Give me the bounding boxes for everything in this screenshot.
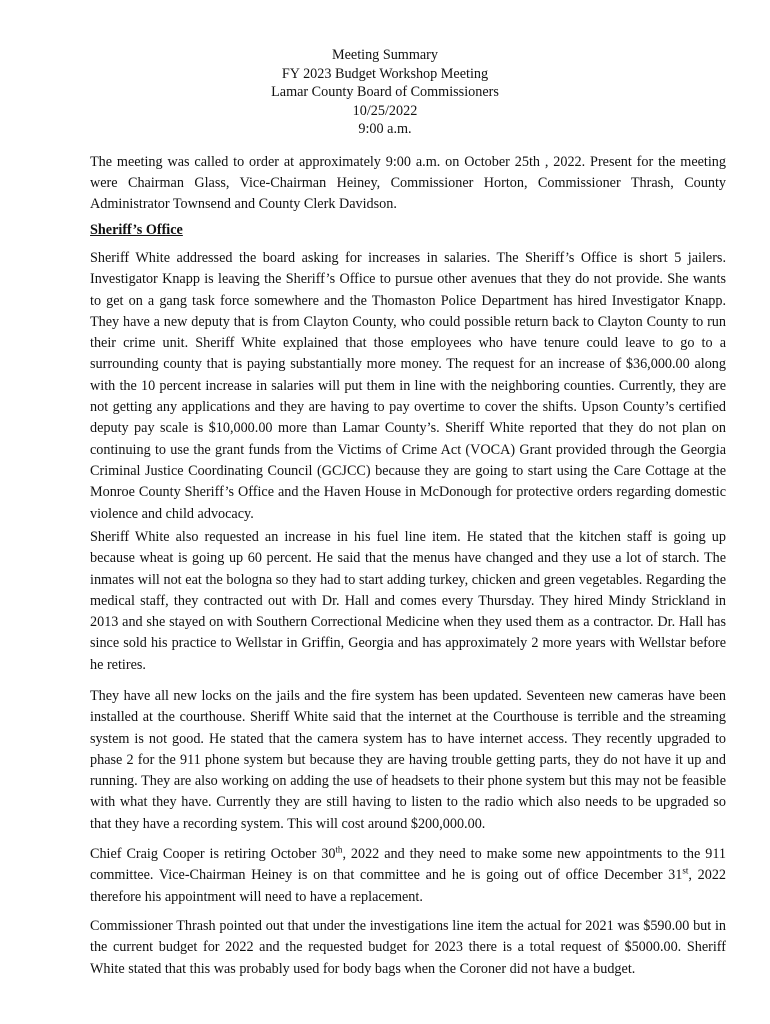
ordinal-suffix: th <box>335 844 343 855</box>
paragraph4-part2: , 2022 and they need to make some new appointments to the 911 committee. Vice-Chairman Heiney is on that committee and he is going out of office December 31 <box>90 846 726 884</box>
paragraph4-part1: Chief Craig Cooper is retiring October 30 <box>90 846 336 862</box>
paragraph-locks-cameras-911: They have all new locks on the jails and the fire system has been updated. Seventeen new cameras have been installed at the courthouse. Sheriff White said that the internet at the Courthouse is terrible and the streaming system is not good. He stated that the camera system has to have internet access. They recently upgraded to phase 2 for the 911 phone system but because they are having trouble getting parts, they do not have it up and running. They are also working on adding the use of headsets to their phone system but this may not be feasible with what they have. Currently they are still having to listen to the radio which also needs to be upgraded so that they have a recording system. This will cost around $200,000.00. <box>90 688 726 832</box>
paragraph4-part3: , 2022 therefore his appointment will need to have a replacement. <box>90 867 727 905</box>
paragraph-salaries: Sheriff White addressed the board asking for increases in salaries. The Sheriff’s Office is short 5 jailers. Investigator Knapp is leaving the Sheriff’s Office to pursue other avenues that they do not provide. She wants to get on a gang task force somewhere and the Thomaston Police Department has hired Investigator Knapp. They have a new deputy that is from Clayton County, who could possible return back to Clayton County to run their crime unit. Sheriff White explained that those employees who have tenure could leave to go to a surrounding county that is paying substantially more money. The request for an increase of $36,000.00 along with the 10 percent increase in salaries will put them in line with the neighboring counties. Currently, they are not getting any applications and they are having to pay overtime to cover the shifts. Upson County’s certified deputy pay scale is $10,000.00 more than Lamar County’s. Sheriff White reported that they do not plan on continuing to use the grant funds from the Victims of Crime Act (VOCA) Grant provided through the Georgia Criminal Justice Coordinating Council (GCJCC) because they are going to start using the Care Cottage at the Monroe County Sheriff’s Office and the Haven House in McDonough for protective orders regarding domestic violence and child advocacy. <box>90 250 726 522</box>
header-meeting-name: FY 2023 Budget Workshop Meeting <box>281 65 489 82</box>
paragraph-investigations-line-item: Commissioner Thrash pointed out that under the investigations line item the actual for 2021 was $590.00 but in the current budget for 2022 and the requested budget for 2023 there is a total request of $5000.00. Sheriff White stated that this was probably used for body bags when the Coroner did not have a budget. <box>90 918 726 977</box>
header-date: 10/25/2022 <box>352 102 418 119</box>
header-title: Meeting Summary <box>332 47 438 63</box>
ordinal-suffix: st <box>682 865 689 876</box>
header-organization: Lamar County Board of Commissioners <box>271 84 499 101</box>
intro-paragraph: The meeting was called to order at approximately 9:00 a.m. on October 25th , 2022. Present for the meeting were Chairman Glass, Vice-Chairman Heiney, Commissioner Horton, Commissioner Thrash, County Administrator Townsend and County Clerk Davidson. <box>90 154 726 212</box>
section-heading: Sheriff’s Office <box>90 222 183 238</box>
paragraph-911-committee <box>90 844 726 908</box>
header-time: 9:00 a.m. <box>358 121 412 138</box>
paragraph-fuel-kitchen-medical: Sheriff White also requested an increase in his fuel line item. He stated that the kitchen staff is going up because wheat is going up 60 percent. He said that the menus have changed and they use a lot of starch. The inmates will not eat the bologna so they had to start adding turkey, chicken and green vegetables. Regarding the medical staff, they contracted out with Dr. Hall and comes every Thursday. They hired Mindy Strickland in 2013 and she stayed on with Southern Correctional Medicine when they used them as a contractor. Dr. Hall has since sold his practice to Wellstar in Griffin, Georgia and has approximately 2 more years with Wellstar before he retires. <box>90 529 726 673</box>
document-header <box>0 46 770 139</box>
